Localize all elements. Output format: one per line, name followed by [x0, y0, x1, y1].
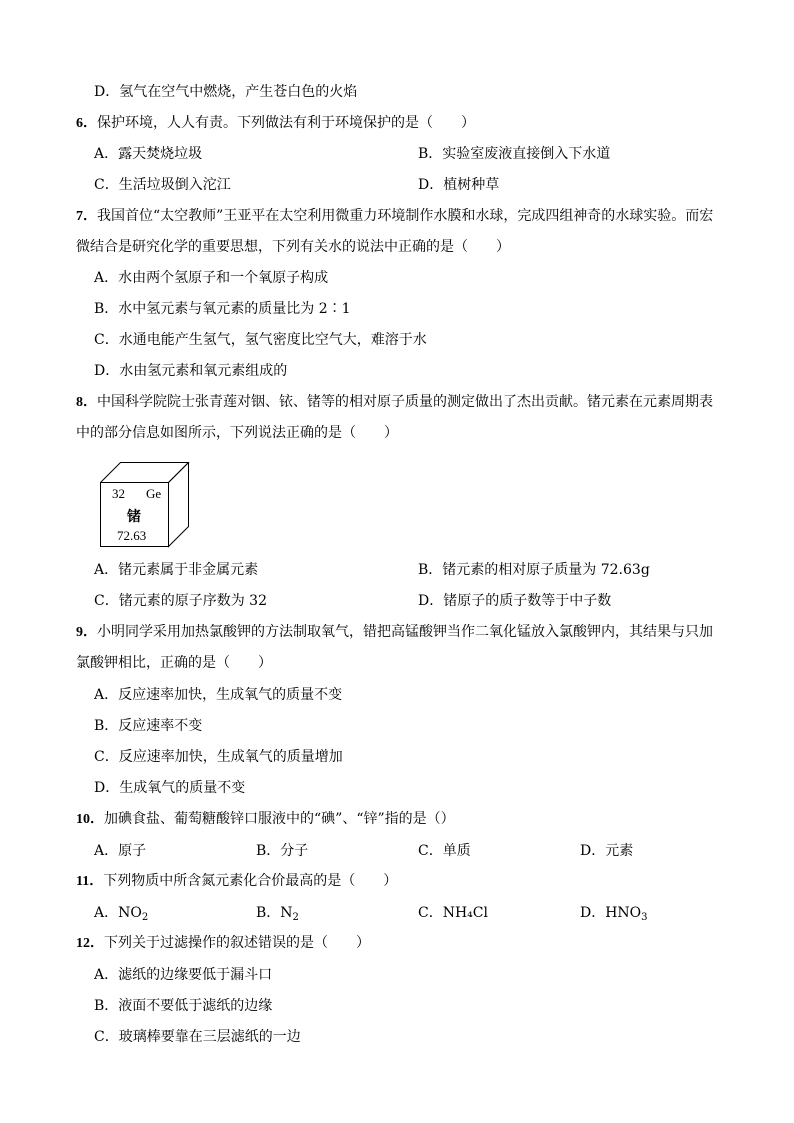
q11-option-a-text: A．NO [94, 905, 142, 921]
q11-option-d-subscript: 3 [641, 912, 648, 923]
q12-option-c: C．玻璃棒要靠在三层滤纸的一边 [94, 1029, 301, 1045]
q11-option-b [256, 904, 299, 922]
element-symbol: Ge [146, 486, 162, 501]
q11-option-b-subscript: 2 [292, 912, 299, 923]
question-stem: 保护环境，人人有责。下列做法有利于环境保护的是（ ） [97, 115, 475, 131]
element-card-figure [100, 462, 190, 547]
q6-option-b: B．实验室废液直接倒入下水道 [418, 146, 611, 162]
question-number: 7． [76, 209, 97, 224]
question-9 [76, 623, 713, 642]
question-number: 9． [76, 625, 97, 640]
q8-option-c: C．锗元素的原子序数为 32 [94, 593, 267, 609]
q7-option-a: A．水由两个氢原子和一个氧原子构成 [94, 270, 329, 286]
q6-option-a: A．露天焚烧垃圾 [94, 146, 203, 162]
q8-option-d: D．锗原子的质子数等于中子数 [418, 593, 612, 609]
question-9-stem-line-2: 氯酸钾相比，正确的是（ ） [76, 655, 272, 671]
q12-option-b: B．液面不要低于滤纸的边缘 [94, 998, 273, 1014]
q9-option-d: D．生成氧气的质量不变 [94, 780, 246, 796]
question-number: 8． [76, 395, 97, 410]
question-stem-line-1: 小明同学采用加热氯酸钾的方法制取氧气，错把高锰酸钾当作二氧化锰放入氯酸钾内，其结果与只加 [97, 624, 713, 640]
question-7-stem-line-2: 微结合是研究化学的重要思想，下列有关水的说法中正确的是（ ） [76, 239, 510, 255]
q7-option-c: C．水通电能产生氢气，氢气密度比空气大，难溶于水 [94, 332, 427, 348]
question-stem-line-1: 中国科学院院士张青莲对铟、铱、锗等的相对原子质量的测定做出了杰出贡献。锗元素在元素周期表 [97, 394, 713, 410]
question-number: 12． [76, 936, 104, 951]
q10-option-b: B．分子 [256, 843, 309, 859]
q11-option-d [580, 904, 648, 922]
question-8 [76, 393, 713, 412]
q12-option-a: A．滤纸的边缘要低于漏斗口 [94, 967, 273, 983]
q7-option-d: D．水由氢元素和氧元素组成的 [94, 363, 288, 379]
element-name: 锗 [127, 509, 141, 525]
q10-option-c: C．单质 [418, 843, 471, 859]
q10-option-d: D．元素 [580, 843, 634, 859]
question-12 [76, 934, 370, 953]
q9-option-a: A．反应速率加快，生成氧气的质量不变 [94, 687, 343, 703]
question-number: 10． [76, 812, 104, 827]
question-11 [76, 872, 397, 891]
question-stem-line-1: 我国首位“太空教师”王亚平在太空利用微重力环境制作水膜和水球，完成四组神奇的水球实验。而宏 [97, 208, 714, 224]
q9-option-c: C．反应速率加快，生成氧气的质量增加 [94, 749, 343, 765]
question-8-stem-line-2: 中的部分信息如图所示，下列说法正确的是（ ） [76, 425, 398, 441]
question-6 [76, 114, 475, 133]
q11-option-c: C．NH₄Cl [418, 905, 488, 921]
q6-option-c: C．生活垃圾倒入沱江 [94, 177, 231, 193]
question-7 [76, 207, 713, 226]
q11-option-a-subscript: 2 [141, 912, 149, 923]
question-number: 6． [76, 116, 97, 131]
q10-option-a: A．原子 [94, 843, 147, 859]
q11-option-a [94, 904, 148, 922]
q9-option-b: B．反应速率不变 [94, 718, 203, 734]
question-stem: 下列关于过滤操作的叙述错误的是（ ） [104, 935, 370, 951]
q8-option-b: B．锗元素的相对原子质量为 72.63g [418, 562, 650, 578]
question-stem: 下列物质中所含氮元素化合价最高的是（ ） [103, 873, 398, 889]
atomic-mass: 72.63 [117, 528, 147, 543]
question-number: 11． [76, 874, 104, 889]
q8-option-a: A．锗元素属于非金属元素 [94, 562, 259, 578]
question-stem: 加碘食盐、葡萄糖酸锌口服液中的“碘”、“锌”指的是（） [104, 811, 455, 827]
question-10 [76, 810, 455, 829]
q6-option-d: D．植树种草 [418, 177, 500, 193]
q5-option-d: D．氢气在空气中燃烧，产生苍白色的火焰 [94, 84, 358, 100]
q11-option-d-text: D．HNO [580, 905, 642, 921]
q7-option-b: B．水中氢元素与氧元素的质量比为 2∶1 [94, 301, 351, 317]
q11-option-b-text: B．N [256, 905, 293, 921]
atomic-number: 32 [112, 486, 125, 501]
